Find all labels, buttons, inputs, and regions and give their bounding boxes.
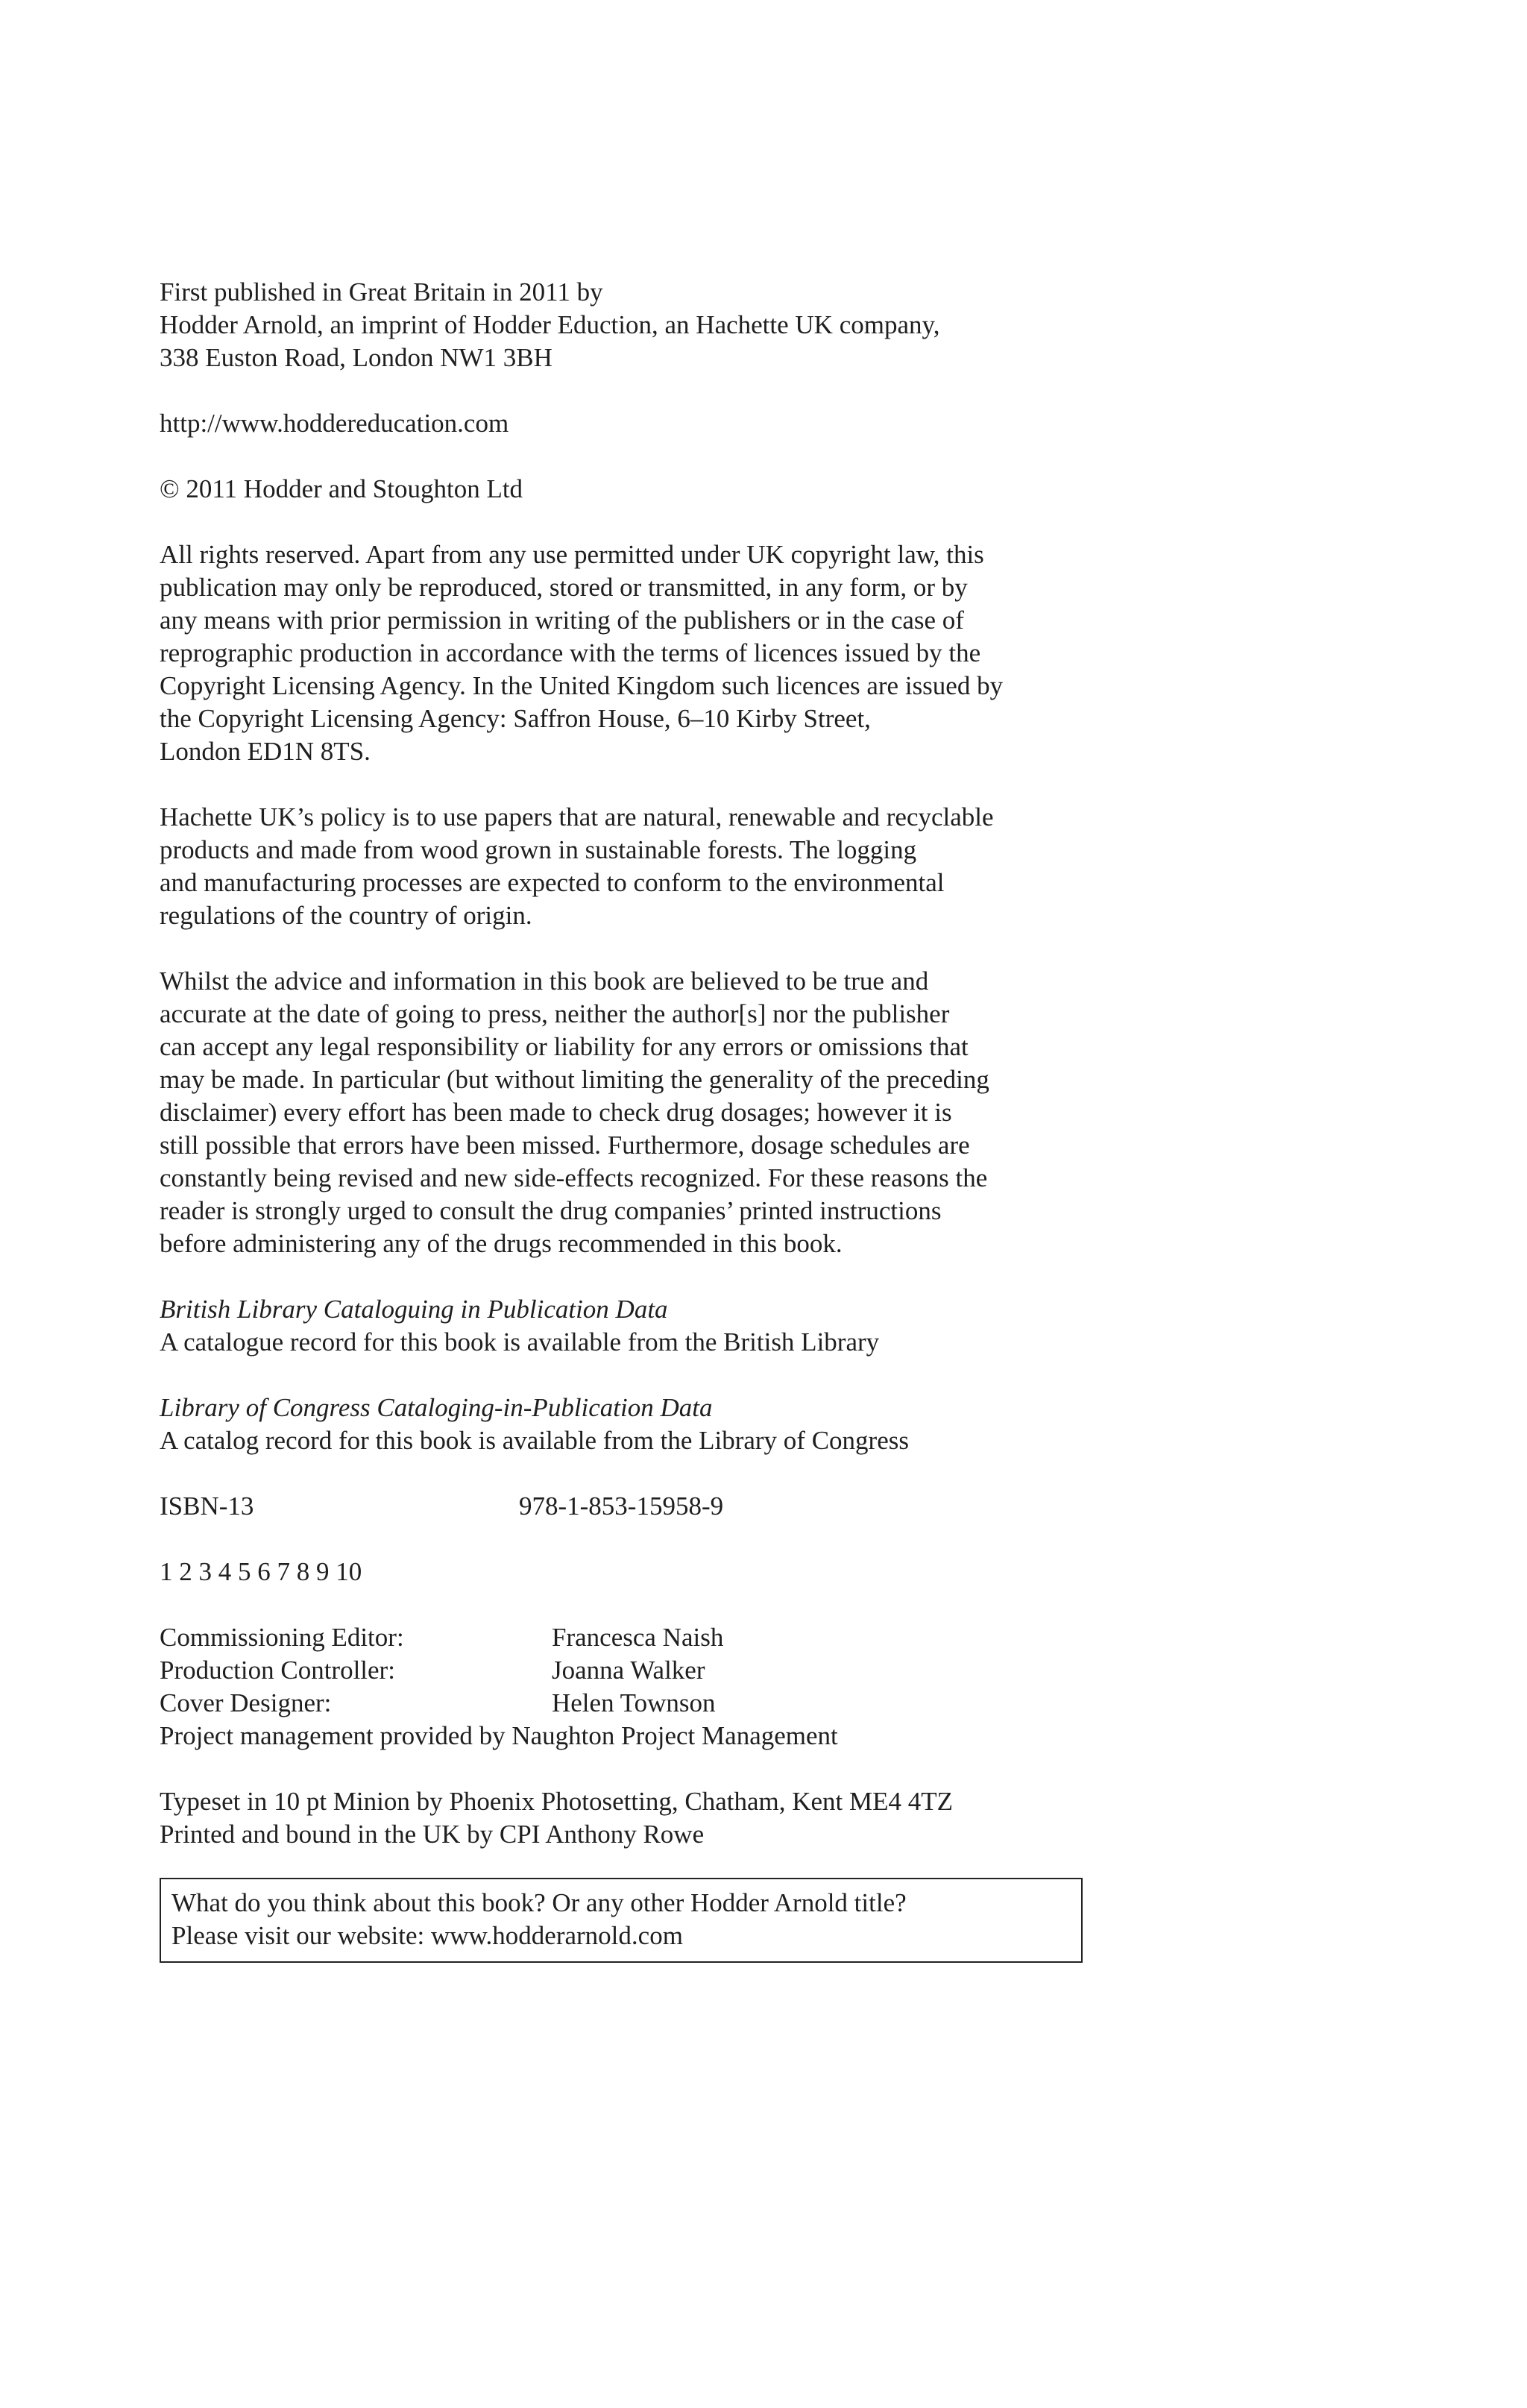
policy-paragraph [160, 801, 1099, 932]
disclaimer-line: accurate at the date of going to press, neither the author[s] nor the publisher [160, 999, 950, 1028]
credit-role: Commissioning Editor: [160, 1623, 404, 1652]
policy-line: Hachette UK’s policy is to use papers that are natural, renewable and recyclable [160, 802, 994, 832]
website-block [160, 407, 1099, 440]
credit-name: Francesca Naish [552, 1623, 724, 1652]
print-line: 1 2 3 4 5 6 7 8 9 10 [160, 1557, 362, 1586]
isbn-label: ISBN-13 [160, 1491, 254, 1521]
print-line-block [160, 1556, 1099, 1588]
library-of-congress-block [160, 1392, 1099, 1457]
publication-info [160, 276, 1099, 374]
production-block [160, 1785, 1099, 1851]
credit-row [160, 1654, 1099, 1687]
library-of-congress-text: A catalog record for this book is available from the Library of Congress [160, 1426, 909, 1455]
notice-line: Please visit our website: www.hodderarnold.com [171, 1921, 683, 1950]
disclaimer-line: reader is strongly urged to consult the drug companies’ printed instructions [160, 1196, 942, 1225]
notice-line: What do you think about this book? Or any other Hodder Arnold title? [171, 1888, 907, 1917]
publication-line: First published in Great Britain in 2011 by [160, 277, 603, 306]
credit-name: Joanna Walker [552, 1656, 705, 1685]
credit-row [160, 1621, 1099, 1654]
rights-line: reprographic production in accordance with the terms of licences issued by the [160, 638, 981, 667]
disclaimer-paragraph [160, 965, 1099, 1260]
production-line: Printed and bound in the UK by CPI Anthony Rowe [160, 1820, 705, 1849]
disclaimer-line: may be made. In particular (but without limiting the generality of the preceding [160, 1065, 989, 1094]
disclaimer-line: before administering any of the drugs recommended in this book. [160, 1229, 843, 1258]
disclaimer-line: still possible that errors have been missed. Furthermore, dosage schedules are [160, 1131, 970, 1160]
rights-line: All rights reserved. Apart from any use permitted under UK copyright law, this [160, 540, 984, 569]
disclaimer-line: can accept any legal responsibility or liability for any errors or omissions that [160, 1032, 969, 1061]
copyright-page [160, 276, 1099, 1963]
policy-line: products and made from wood grown in sustainable forests. The logging [160, 835, 917, 864]
publication-line: 338 Euston Road, London NW1 3BH [160, 343, 552, 372]
production-line: Typeset in 10 pt Minion by Phoenix Photosetting, Chatham, Kent ME4 4TZ [160, 1787, 954, 1816]
copyright-notice: © 2011 Hodder and Stoughton Ltd [160, 474, 523, 503]
rights-line: London ED1N 8TS. [160, 737, 371, 766]
british-library-heading: British Library Cataloguing in Publication Data [160, 1295, 668, 1324]
policy-line: regulations of the country of origin. [160, 901, 532, 930]
credit-name: Helen Townson [552, 1688, 716, 1717]
disclaimer-line: constantly being revised and new side-effects recognized. For these reasons the [160, 1163, 988, 1192]
project-management-line: Project management provided by Naughton Project Management [160, 1721, 838, 1750]
feedback-notice-box [160, 1878, 1083, 1963]
british-library-block [160, 1293, 1099, 1359]
disclaimer-line: disclaimer) every effort has been made to check drug dosages; however it is [160, 1098, 952, 1127]
rights-line: Copyright Licensing Agency. In the United Kingdom such licences are issued by [160, 671, 1004, 700]
copyright-block [160, 473, 1099, 506]
credit-row [160, 1687, 1099, 1720]
isbn-row [160, 1490, 1099, 1523]
credits-block [160, 1621, 1099, 1752]
british-library-text: A catalogue record for this book is available from the British Library [160, 1327, 880, 1357]
publication-line: Hodder Arnold, an imprint of Hodder Eduction, an Hachette UK company, [160, 310, 940, 339]
isbn-value: 978-1-853-15958-9 [519, 1491, 724, 1521]
policy-line: and manufacturing processes are expected to conform to the environmental [160, 868, 945, 897]
publisher-website: http://www.hoddereducation.com [160, 409, 509, 438]
rights-line: publication may only be reproduced, stored or transmitted, in any form, or by [160, 573, 968, 602]
rights-paragraph [160, 538, 1099, 768]
credit-role: Production Controller: [160, 1656, 395, 1685]
rights-line: any means with prior permission in writing of the publishers or in the case of [160, 606, 964, 635]
disclaimer-line: Whilst the advice and information in this book are believed to be true and [160, 966, 929, 996]
rights-line: the Copyright Licensing Agency: Saffron House, 6–10 Kirby Street, [160, 704, 871, 733]
library-of-congress-heading: Library of Congress Cataloging-in-Publication Data [160, 1393, 713, 1422]
credit-role: Cover Designer: [160, 1688, 332, 1717]
